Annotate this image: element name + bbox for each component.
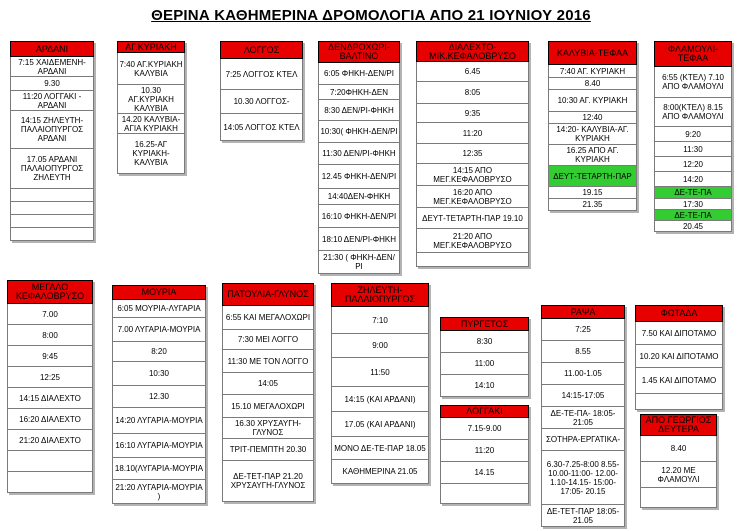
schedule-entry bbox=[641, 488, 717, 508]
schedule-entry: 8:20 bbox=[113, 342, 206, 362]
schedule-entry: 8:00(ΚΤΕΛ) 8.15 ΑΠΟ ΦΛΑΜΟΥΛΙ bbox=[655, 98, 732, 127]
schedule-entry bbox=[8, 451, 93, 472]
schedule-entry: 11:20 bbox=[441, 440, 529, 462]
schedule-entry: 16.25-ΑΓ ΚΥΡΙΑΚΗ-ΚΑΛΥΒΙΑ bbox=[118, 134, 185, 174]
schedule-entry: 8:30 ΔΕΝ/ΡΙ-ΦΗΚΗ bbox=[319, 100, 400, 121]
schedule-entry: 14:15 ΔΙΑΛΕΧΤΟ bbox=[8, 388, 93, 409]
schedule-title: ΛΟΓΓΑΚΙ bbox=[441, 406, 529, 418]
schedule-entry: 21:30 ( ΦΗΚΗ-ΔΕΝ/ΡΙ bbox=[319, 251, 400, 274]
schedule-entry: 14:15-17:05 bbox=[542, 385, 625, 407]
schedule-entry: 10:30( ΦΗΚΗ-ΔΕΝ/ΡΙ bbox=[319, 121, 400, 143]
schedule-entry: 16.25 ΑΠΟ ΑΓ. ΚΥΡΙΑΚΗ bbox=[549, 145, 637, 166]
schedule-entry: 6:05 ΜΟΥΡΙΑ-ΛΥΓΑΡΙΑ bbox=[113, 300, 206, 318]
schedule-entry: 12:20 bbox=[655, 157, 732, 172]
schedule-entry: 11:30 ΜΕ ΤΟΝ ΛΟΓΓΟ bbox=[223, 350, 314, 373]
schedule-entry: 15.10 ΜΕΓΑΛΟΧΩΡΙ bbox=[223, 395, 314, 418]
schedule-entry: 7:15 ΧΑΙΔΕΜΕΝΗ-ΑΡΔΑΝΙ bbox=[11, 57, 94, 77]
schedule-title: ΜΕΓΑΛΟ ΚΕΦΑΛΟΒΡΥΣΟ bbox=[8, 281, 93, 304]
schedule-dendroxori bbox=[318, 41, 400, 274]
schedule-entry: 10.30 ΑΓ.ΚΥΡΙΑΚΗ ΚΑΛΥΒΙΑ bbox=[118, 85, 185, 114]
schedule-title: ΛΟΓΓΟΣ bbox=[221, 42, 303, 59]
schedule-entry: 11:30 bbox=[655, 142, 732, 157]
schedule-entry: 10:30 ΑΓ. ΚΥΡΙΑΚΗ bbox=[549, 90, 637, 112]
schedule-loggos bbox=[220, 41, 303, 141]
schedule-entry: 12.20 ΜΕ ΦΛΑΜΟΥΛΙ bbox=[641, 462, 717, 488]
schedule-entry: 20.45 bbox=[655, 221, 732, 232]
schedule-entry: 7:25 ΛΟΓΓΟΣ ΚΤΕΛ bbox=[221, 59, 303, 90]
schedule-entry: 12:25 bbox=[8, 367, 93, 388]
schedule-title: ΦΛΑΜΟΥΛΙ-ΤΕΦΑΑ bbox=[655, 42, 732, 67]
schedule-entry: 14:40ΔΕΝ-ΦΗΚΗ bbox=[319, 189, 400, 205]
schedule-entry: 9:00 bbox=[332, 334, 429, 358]
schedule-title: ΑΠΟ ΓΕΩΡΓΙΟΣ ΔΕΥΤΕΡΑ bbox=[641, 415, 717, 436]
schedule-entry: 9.30 bbox=[11, 77, 94, 91]
schedule-fotada bbox=[635, 305, 723, 410]
schedule-zileuti bbox=[331, 283, 429, 484]
schedule-entry: 6:55 ΚΑΙ ΜΕΓΑΛΟΧΩΡΙ bbox=[223, 306, 314, 330]
schedule-flamouli bbox=[654, 41, 732, 232]
schedule-entry bbox=[417, 253, 529, 267]
schedule-entry: 11:20 ΛΟΓΓΑΚΙ - ΑΡΔΑΝΙ bbox=[11, 91, 94, 111]
schedule-entry: ΣΟΤΗΡΑ-ΕΡΓΑΤΙΚΑ- bbox=[542, 429, 625, 451]
schedule-entry: 16:20 ΑΠΟ ΜΕΓ.ΚΕΦΑΛΟΒΡΥΣΟ bbox=[417, 186, 529, 208]
schedule-entry: 7:20ΦΗΚΗ-ΔΕΝ bbox=[319, 85, 400, 100]
schedule-kalyvia bbox=[548, 41, 637, 211]
schedule-title: ΖΗΛΕΥΤΗ-ΠΑΛΑΙΟΠΥΡΓΟΣ bbox=[332, 284, 429, 307]
schedule-entry: ΔΕ-ΤΕ-ΠΑ- 18:05-21:05 bbox=[542, 407, 625, 429]
schedule-entry: 16:10 ΛΥΓΑΡΙΑ-ΜΟΥΡΙΑ bbox=[113, 434, 206, 458]
schedule-entry: 7.50 ΚΑΙ ΔΙΠΟΤΑΜΟ bbox=[636, 322, 723, 345]
schedule-title: ΚΑΛΥΒΙΑ-ΤΕΦΑΑ bbox=[549, 42, 637, 65]
schedule-entry: 7:25 bbox=[542, 319, 625, 341]
schedule-entry: ΤΡΙΤ-ΠΕΜΠΤΗ 20.30 bbox=[223, 439, 314, 461]
schedule-entry: 14:20 bbox=[655, 172, 732, 187]
schedule-ag-kyriaki bbox=[117, 41, 185, 174]
schedule-entry: 21:20 ΛΥΓΑΡΙΑ-ΜΟΥΡΙΑ ) bbox=[113, 480, 206, 504]
schedule-entry: 11:50 bbox=[332, 358, 429, 387]
schedule-entry bbox=[8, 472, 93, 493]
schedule-entry: 9:35 bbox=[417, 104, 529, 123]
schedule-entry: 14:10 bbox=[441, 375, 529, 397]
schedule-entry: 21:20 ΑΠΟ ΜΕΓ.ΚΕΦΑΛΟΒΡΥΣΟ bbox=[417, 229, 529, 253]
schedule-title: ΔΕΝΔΡΟΧΩΡΙ-ΒΑΛΤΙΝΟ bbox=[319, 42, 400, 63]
schedule-entry-highlight: ΔΕ-ΤΕ-ΠΑ bbox=[655, 210, 732, 221]
schedule-loggaki bbox=[440, 405, 529, 504]
schedule-entry: 6.45 bbox=[417, 62, 529, 82]
schedule-entry: 14:05 bbox=[223, 373, 314, 395]
schedule-entry: 7.00 bbox=[8, 304, 93, 325]
schedule-entry: 12:40 bbox=[549, 112, 637, 124]
schedule-entry: 7:30 ΜΕΙ ΛΟΓΓΟ bbox=[223, 330, 314, 350]
schedule-entry: 8:00 bbox=[8, 325, 93, 346]
schedule-entry-highlight: ΔΕ-ΤΕ-ΠΑ bbox=[655, 187, 732, 199]
schedule-entry bbox=[441, 484, 529, 504]
schedule-entry: 14.20 ΚΑΛΥΒΙΑ-ΑΓΙΑ ΚΥΡΙΑΚΗ bbox=[118, 114, 185, 134]
schedule-entry: 12:35 bbox=[417, 144, 529, 164]
schedule-entry: 8:30 bbox=[441, 331, 529, 353]
schedule-entry: 14:15 ΖΗΛΕΥΤΗ-ΠΑΛΑΙΟΠΥΡΓΟΣ ΑΡΔΑΝΙ bbox=[11, 111, 94, 149]
schedule-entry: 10.30 ΛΟΓΓΟΣ- bbox=[221, 90, 303, 114]
schedule-title: ΜΟΥΡΙΑ bbox=[113, 286, 206, 300]
schedule-title: ΑΡΔΑΝΙ bbox=[11, 42, 94, 57]
schedule-pyrgetos bbox=[440, 317, 529, 397]
schedule-entry: 16.30 ΧΡΥΣΑΥΓΗ-ΓΛΥΝΟΣ bbox=[223, 418, 314, 439]
schedule-entry: 17.05 ΑΡΔΑΝΙ ΠΑΛΑΙΟΠΥΡΓΟΣ ΖΗΛΕΥΤΗ bbox=[11, 149, 94, 189]
schedule-title: ΦΩΤΑΔΑ bbox=[636, 306, 723, 322]
schedule-entry: 9:45 bbox=[8, 346, 93, 367]
schedule-entry: 14:15 ΑΠΟ ΜΕΓ.ΚΕΦΑΛΟΒΡΥΣΟ bbox=[417, 164, 529, 186]
schedule-entry: 17:30 bbox=[655, 199, 732, 210]
schedule-entry: 11.00-1.05 bbox=[542, 363, 625, 385]
schedule-mouria bbox=[112, 285, 206, 504]
schedule-entry bbox=[636, 394, 723, 410]
schedule-entry: 8.40 bbox=[641, 436, 717, 462]
schedule-entry bbox=[11, 228, 94, 241]
schedule-entry: 11:00 bbox=[441, 353, 529, 375]
schedule-entry: 16:20 ΔΙΑΛΕΧΤΟ bbox=[8, 409, 93, 430]
schedule-entry: 8.55 bbox=[542, 341, 625, 363]
schedule-patoulia bbox=[222, 283, 314, 502]
schedule-entry: 6:05 ΦΗΚΗ-ΔΕΝ/ΡΙ bbox=[319, 63, 400, 85]
schedule-entry: 14:20- ΚΑΛΥΒΙΑ-ΑΓ. ΚΥΡΙΑΚΗ bbox=[549, 124, 637, 145]
schedule-rapsa bbox=[541, 305, 625, 527]
schedule-dialexto bbox=[416, 41, 529, 267]
schedule-entry: 6:55 (ΚΤΕΛ) 7.10 ΑΠΟ ΦΛΑΜΟΥΛΙ bbox=[655, 67, 732, 98]
schedule-entry-highlight: ΔΕΥΤ-ΤΕΤΑΡΤΗ-ΠΑΡ 19.10 bbox=[417, 208, 529, 229]
schedule-entry: 21:20 ΔΙΑΛΕΧΤΟ bbox=[8, 430, 93, 451]
schedule-entry: 11:30 ΔΕΝ/ΡΙ-ΦΗΚΗ bbox=[319, 143, 400, 165]
schedule-title: ΠΑΤΟΥΛΙΑ-ΓΛΥΝΟΣ bbox=[223, 284, 314, 306]
schedule-entry: 12.30 bbox=[113, 386, 206, 408]
schedule-title: ΡΑΨΑ bbox=[542, 306, 625, 319]
schedule-entry: 16:10 ΦΗΚΗ-ΔΕΝ/ΡΙ bbox=[319, 205, 400, 228]
schedule-entry: 17.05 (ΚΑΙ ΑΡΔΑΝΙ) bbox=[332, 412, 429, 437]
schedule-entry: 9:20 bbox=[655, 127, 732, 142]
schedule-ardani bbox=[10, 41, 94, 241]
schedule-entry: ΔΕ-ΤΕΤ-ΠΑΡ 21.20 ΧΡΥΣΑΥΓΗ-ΓΛΥΝΟΣ bbox=[223, 461, 314, 502]
schedule-entry bbox=[11, 202, 94, 215]
page-title: ΘΕΡΙΝΑ ΚΑΘΗΜΕΡΙΝΑ ΔΡΟΜΟΛΟΓΙΑ ΑΠΟ 21 ΙΟΥΝΙΟΥ 2016 bbox=[151, 7, 591, 24]
schedule-entry: 10:30 bbox=[113, 362, 206, 386]
schedule-entry: 1.45 ΚΑΙ ΔΙΠΟΤΑΜΟ bbox=[636, 368, 723, 394]
schedule-entry: 12.45 ΦΗΚΗ-ΔΕΝ/ΡΙ bbox=[319, 165, 400, 189]
schedule-entry: 7:40 ΑΓ. ΚΥΡΙΑΚΗ bbox=[549, 65, 637, 78]
schedule-title: ΔΙΑΛΕΧΤΟ-ΜΙΚ.ΚΕΦΑΛΟΒΡΥΣΟ bbox=[417, 42, 529, 62]
schedule-entry: 7:40 ΑΓ.ΚΥΡΙΑΚΗ ΚΑΛΥΒΙΑ bbox=[118, 53, 185, 85]
schedule-entry: 11:20 bbox=[417, 123, 529, 144]
schedule-entry: 14.15 bbox=[441, 462, 529, 484]
schedule-entry bbox=[11, 215, 94, 228]
schedule-entry: ΜΟΝΟ ΔΕ-ΤΕ-ΠΑΡ 18.05 bbox=[332, 437, 429, 460]
schedule-entry: 19.15 bbox=[549, 187, 637, 199]
schedule-entry: 7:10 bbox=[332, 307, 429, 334]
schedule-entry-highlight: ΔΕΥΤ-ΤΕΤΑΡΤΗ-ΠΑΡ bbox=[549, 166, 637, 187]
schedule-entry: 21.35 bbox=[549, 199, 637, 211]
schedule-entry: 18:10 ΔΕΝ/ΡΙ-ΦΗΚΗ bbox=[319, 228, 400, 251]
schedule-entry: 10.20 ΚΑΙ ΔΙΠΟΤΑΜΟ bbox=[636, 345, 723, 368]
schedule-entry: 7.15-9.00 bbox=[441, 418, 529, 440]
schedule-entry: 6.30-7.25-8:00 8.55-10.00-11:00- 12.00-1.10-14.15- 15:00-17:05- 20.15 bbox=[542, 451, 625, 505]
schedule-agios-georgios bbox=[640, 414, 717, 508]
schedule-entry: 18.10(ΛΥΓΑΡΙΑ-ΜΟΥΡΙΑ bbox=[113, 458, 206, 480]
schedule-entry: 14:20 ΛΥΓΑΡΙΑ-ΜΟΥΡΙΑ bbox=[113, 408, 206, 434]
schedule-entry: 8:05 bbox=[417, 82, 529, 104]
schedule-entry: ΚΑΘΗΜΕΡΙΝΑ 21.05 bbox=[332, 460, 429, 484]
schedule-entry: 14:05 ΛΟΓΓΟΣ ΚΤΕΛ bbox=[221, 114, 303, 141]
schedule-title: ΠΥΡΓΕΤΟΣ bbox=[441, 318, 529, 331]
schedule-entry: 14:15 (ΚΑΙ ΑΡΔΑΝΙ) bbox=[332, 387, 429, 412]
schedule-entry bbox=[11, 189, 94, 202]
schedule-title: ΑΓ.ΚΥΡΙΑΚΗ bbox=[118, 42, 185, 53]
schedule-entry: 7.00 ΛΥΓΑΡΙΑ-ΜΟΥΡΙΑ bbox=[113, 318, 206, 342]
schedule-megalo-kefalovryso bbox=[7, 280, 93, 493]
schedule-entry: ΔΕ-ΤΕΤ-ΠΑΡ 18:05-21.05 bbox=[542, 505, 625, 527]
schedule-entry: 8.40 bbox=[549, 78, 637, 90]
